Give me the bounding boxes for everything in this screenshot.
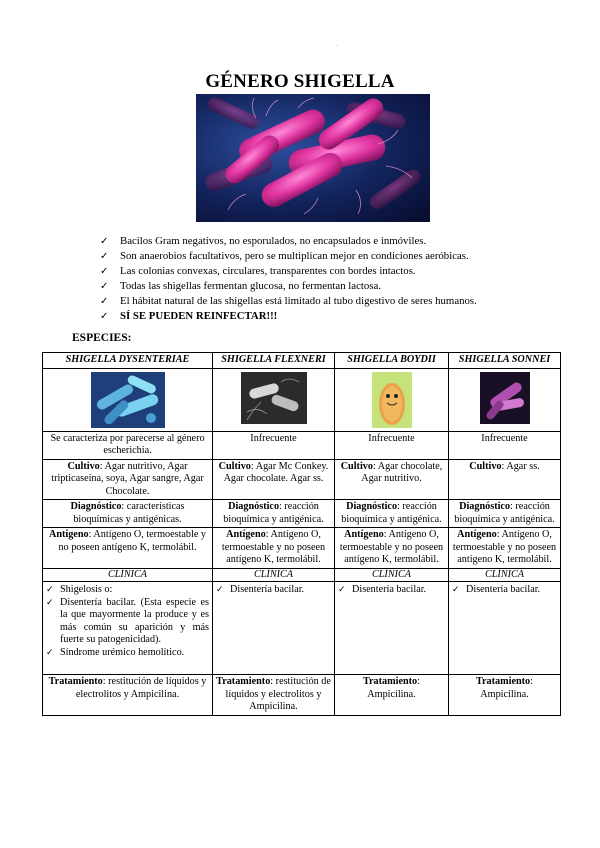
table-row-description	[43, 431, 561, 459]
check-icon: ✓	[100, 281, 109, 292]
sonnei-image-cell	[449, 368, 561, 431]
table-cell: Cultivo: Agar nutritivo, Agar tripticaseína, soya, Agar sangre, Agar Chocolate.	[43, 459, 213, 500]
clinica-label: CLÍNICA	[213, 568, 335, 582]
check-icon: ✓	[452, 585, 460, 595]
table-cell: Infrecuente	[213, 431, 335, 459]
table-header-row	[43, 353, 561, 369]
cultivo-label: Cultivo	[67, 460, 100, 472]
table-cell: Diagnóstico: reacción bioquímica y antigénica.	[213, 500, 335, 528]
tratamiento-label: Tratamiento	[216, 676, 271, 687]
table-cell: Tratamiento: Ampicilina.	[449, 675, 561, 716]
diagnostico-label: Diagnóstico	[70, 501, 122, 512]
check-icon: ✓	[100, 311, 109, 322]
table-cell: Antígeno: Antígeno O, termoestable y no poseen antígeno K, termolábil.	[213, 528, 335, 569]
cultivo-label: Cultivo	[469, 460, 502, 472]
table-row-clinica-header	[43, 568, 561, 582]
check-icon: ✓	[46, 585, 54, 595]
list-item: ✓ Disentería bacilar. (Esta especie es la que mayormente la produce y es más común su aparición y más fuerte su patogenicidad).	[46, 596, 209, 645]
clinica-list-flexneri	[216, 584, 331, 597]
diagnostico-label: Diagnóstico	[346, 501, 398, 512]
diagnostico-label: Diagnóstico	[228, 501, 280, 512]
clinica-list-dysenteriae	[46, 584, 209, 659]
table-cell: Diagnóstico: características bioquímicas y antigénicas.	[43, 500, 213, 528]
table-cell	[213, 582, 335, 675]
tratamiento-label: Tratamiento	[363, 676, 418, 687]
table-cell: Cultivo: Agar chocolate, Agar nutritivo.	[335, 459, 449, 500]
sonnei-micrograph	[480, 372, 530, 424]
table-cell: Tratamiento: Ampicilina.	[335, 675, 449, 716]
clinica-list-sonnei	[452, 584, 557, 597]
list-item: ✓ Síndrome urémico hemolítico.	[46, 646, 185, 658]
table-row-tratamiento	[43, 675, 561, 716]
table-cell	[43, 582, 213, 675]
clinica-label: CLÍNICA	[335, 568, 449, 582]
shigella-hero-image	[196, 94, 430, 222]
antigeno-label: Antígeno	[344, 529, 384, 540]
characteristics-list	[98, 234, 477, 324]
header-boydii: SHIGELLA BOYDII	[335, 353, 449, 369]
cultivo-label: Cultivo	[340, 460, 373, 472]
list-item: ✓ Disentería bacilar.	[216, 584, 305, 595]
list-item: ✓ Shigelosis o:	[46, 584, 113, 595]
table-cell: Se caracteriza por parecerse al género escherichia.	[43, 431, 213, 459]
tratamiento-label: Tratamiento	[476, 676, 531, 687]
list-item: ✓ Disentería bacilar.	[338, 584, 427, 595]
page-mark: .	[336, 42, 338, 48]
diagnostico-label: Diagnóstico	[459, 501, 511, 512]
table-row-clinica	[43, 582, 561, 675]
dysenteriae-image-cell	[43, 368, 213, 431]
check-icon: ✓	[100, 251, 109, 262]
flexneri-image-cell	[213, 368, 335, 431]
boydii-image-cell	[335, 368, 449, 431]
table-cell: Infrecuente	[335, 431, 449, 459]
header-flexneri: SHIGELLA FLEXNERI	[213, 353, 335, 369]
table-row-cultivo	[43, 459, 561, 500]
table-cell: Antígeno: Antígeno O, termoestable y no poseen antígeno K, termolábil.	[335, 528, 449, 569]
list-item: ✓ Disentería bacilar.	[452, 584, 541, 595]
species-heading: ESPECIES:	[72, 332, 132, 344]
table-cell: Diagnóstico: reacción bioquímica y antigénica.	[335, 500, 449, 528]
header-sonnei: SHIGELLA SONNEI	[449, 353, 561, 369]
table-cell: Tratamiento: restitución de líquidos y electrolitos y Ampicilina.	[43, 675, 213, 716]
list-item: ✓ Las colonias convexas, circulares, transparentes con bordes intactos.	[100, 265, 416, 277]
bacteria-illustration	[196, 94, 430, 222]
check-icon: ✓	[100, 296, 109, 307]
check-icon: ✓	[338, 585, 346, 595]
clinica-list-boydii	[338, 584, 445, 597]
cultivo-label: Cultivo	[218, 460, 251, 472]
table-cell: Antígeno: Antígeno O, termoestable y no poseen antígeno K, termolábil.	[43, 528, 213, 569]
list-item: ✓ Bacilos Gram negativos, no esporulados, no encapsulados e inmóviles.	[100, 235, 427, 247]
table-cell: Tratamiento: restitución de líquidos y electrolitos y Ampicilina.	[213, 675, 335, 716]
list-item: ✓ SÍ SE PUEDEN REINFECTAR!!!	[100, 310, 278, 322]
check-icon: ✓	[100, 236, 109, 247]
table-cell: Diagnóstico: reacción bioquímica y antigénica.	[449, 500, 561, 528]
antigeno-label: Antígeno	[226, 529, 266, 540]
table-cell: Antígeno: Antígeno O, termoestable y no poseen antígeno K, termolábil.	[449, 528, 561, 569]
flexneri-micrograph	[241, 372, 307, 424]
list-item: ✓ El hábitat natural de las shigellas está limitado al tubo digestivo de seres humanos.	[100, 295, 477, 307]
tratamiento-label: Tratamiento	[48, 676, 103, 687]
dysenteriae-micrograph	[91, 372, 165, 428]
table-cell: Cultivo: Agar ss.	[449, 459, 561, 500]
clinica-label: CLÍNICA	[43, 568, 213, 582]
table-row-diagnostico	[43, 500, 561, 528]
header-dysenteriae: SHIGELLA DYSENTERIAE	[43, 353, 213, 369]
table-cell	[335, 582, 449, 675]
clinica-label: CLÍNICA	[449, 568, 561, 582]
boydii-plush-image	[372, 372, 412, 428]
list-item: ✓ Todas las shigellas fermentan glucosa, no fermentan lactosa.	[100, 280, 381, 292]
table-cell	[449, 582, 561, 675]
check-icon: ✓	[46, 647, 54, 658]
check-icon: ✓	[216, 585, 224, 595]
antigeno-label: Antígeno	[48, 529, 89, 540]
check-icon: ✓	[46, 597, 54, 608]
table-row-antigeno	[43, 528, 561, 569]
table-row-images	[43, 368, 561, 431]
check-icon: ✓	[100, 266, 109, 277]
page-title: GÉNERO SHIGELLA	[205, 71, 395, 92]
table-cell: Cultivo: Agar Mc Conkey. Agar chocolate. Agar ss.	[213, 459, 335, 500]
antigeno-label: Antígeno	[457, 529, 497, 540]
species-table	[42, 352, 561, 716]
table-cell: Infrecuente	[449, 431, 561, 459]
list-item: ✓ Son anaerobios facultativos, pero se multiplican mejor en condiciones aeróbicas.	[100, 250, 469, 262]
